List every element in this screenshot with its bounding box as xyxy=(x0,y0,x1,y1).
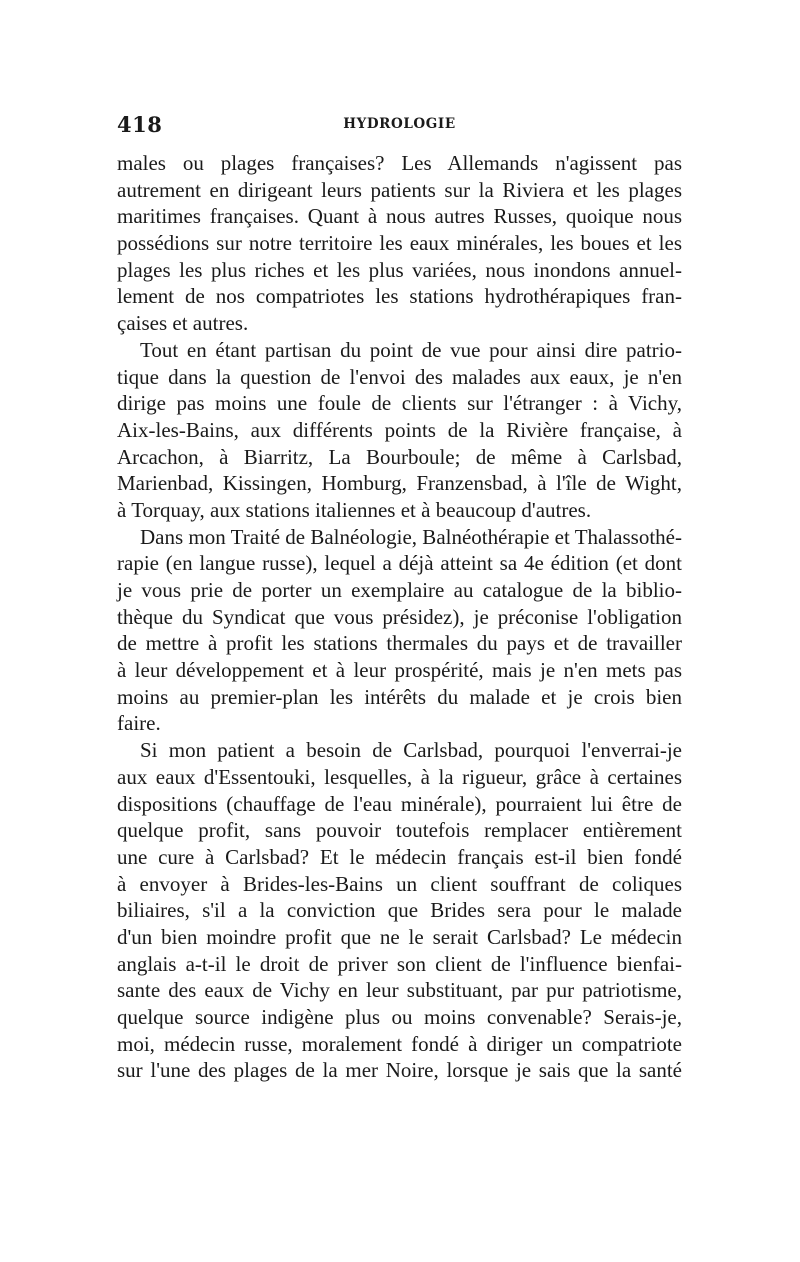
paragraph-4 xyxy=(117,737,682,1084)
text-line: moins au premier-plan les intérêts du malade et je crois bien xyxy=(117,684,682,709)
paragraph-3 xyxy=(117,524,682,738)
text-line: Marienbad, Kissingen, Homburg, Franzensbad, à l'île de Wight, xyxy=(117,471,682,496)
text-line: moi, médecin russe, moralement fondé à diriger un compatriote xyxy=(117,1031,682,1056)
text-line: Aix-les-Bains, aux différents points de la Rivière française, à xyxy=(117,417,682,442)
text-line: autrement en dirigeant leurs patients sur la Riviera et les plages xyxy=(117,177,682,202)
text-line: anglais a-t-il le droit de priver son client de l'influence bienfai- xyxy=(117,951,682,976)
text-line: quelque profit, sans pouvoir toutefois remplacer entièrement xyxy=(117,818,682,843)
text-line: Arcachon, à Biarritz, La Bourboule; de même à Carlsbad, xyxy=(117,444,682,469)
text-line: çaises et autres. xyxy=(117,311,249,336)
page-header xyxy=(117,112,682,140)
text-line: plages les plus riches et les plus variées, nous inondons annuel- xyxy=(117,257,682,282)
text-line: males ou plages françaises? Les Allemands n'agissent pas xyxy=(117,151,682,175)
text-line: de mettre à profit les stations thermales du pays et de travailler xyxy=(117,631,682,656)
text-line: faire. xyxy=(117,711,161,736)
text-line: thèque du Syndicat que vous présidez), je préconise l'obligation xyxy=(117,604,682,629)
text-line: à envoyer à Brides-les-Bains un client souffrant de coliques xyxy=(117,871,682,896)
running-title: HYDROLOGIE xyxy=(343,116,456,132)
text-line: une cure à Carlsbad? Et le médecin français est-il bien fondé xyxy=(117,844,682,869)
text-line: possédions sur notre territoire les eaux minérales, les boues et les xyxy=(117,231,682,256)
body-text xyxy=(117,150,682,1084)
text-line: Dans mon Traité de Balnéologie, Balnéothérapie et Thalassothé- xyxy=(140,524,682,549)
text-line: d'un bien moindre profit que ne le serait Carlsbad? Le médecin xyxy=(117,924,682,949)
text-line: sur l'une des plages de la mer Noire, lorsque je sais que la santé xyxy=(117,1058,682,1083)
text-line: à Torquay, aux stations italiennes et à beaucoup d'autres. xyxy=(117,497,592,522)
text-line: à leur développement et à leur prospérité, mais je n'en mets pas xyxy=(117,658,682,683)
page-number: 418 xyxy=(117,112,163,137)
text-line: je vous prie de porter un exemplaire au catalogue de la biblio- xyxy=(117,578,682,602)
text-line: Tout en étant partisan du point de vue pour ainsi dire patrio- xyxy=(140,337,682,362)
text-line: tique dans la question de l'envoi des malades aux eaux, je n'en xyxy=(117,364,682,389)
text-line: lement de nos compatriotes les stations hydrothérapiques fran- xyxy=(117,284,682,309)
paragraph-2 xyxy=(117,337,682,524)
text-line: Si mon patient a besoin de Carlsbad, pourquoi l'enverrai-je xyxy=(140,738,682,763)
text-line: rapie (en langue russe), lequel a déjà atteint sa 4e édition (et dont xyxy=(117,551,682,576)
text-line: sante des eaux de Vichy en leur substituant, par pur patriotisme, xyxy=(117,978,682,1003)
text-line: biliaires, s'il a la conviction que Brides sera pour le malade xyxy=(117,898,682,923)
text-line: maritimes françaises. Quant à nous autres Russes, quoique nous xyxy=(117,204,682,229)
text-line: aux eaux d'Essentouki, lesquelles, à la rigueur, grâce à certaines xyxy=(117,764,682,789)
paragraph-1 xyxy=(117,150,682,337)
text-line: quelque source indigène plus ou moins convenable? Serais-je, xyxy=(117,1005,682,1029)
text-line: dirige pas moins une foule de clients sur l'étranger : à Vichy, xyxy=(117,391,682,416)
text-line: dispositions (chauffage de l'eau minérale), pourraient lui être de xyxy=(117,791,682,816)
